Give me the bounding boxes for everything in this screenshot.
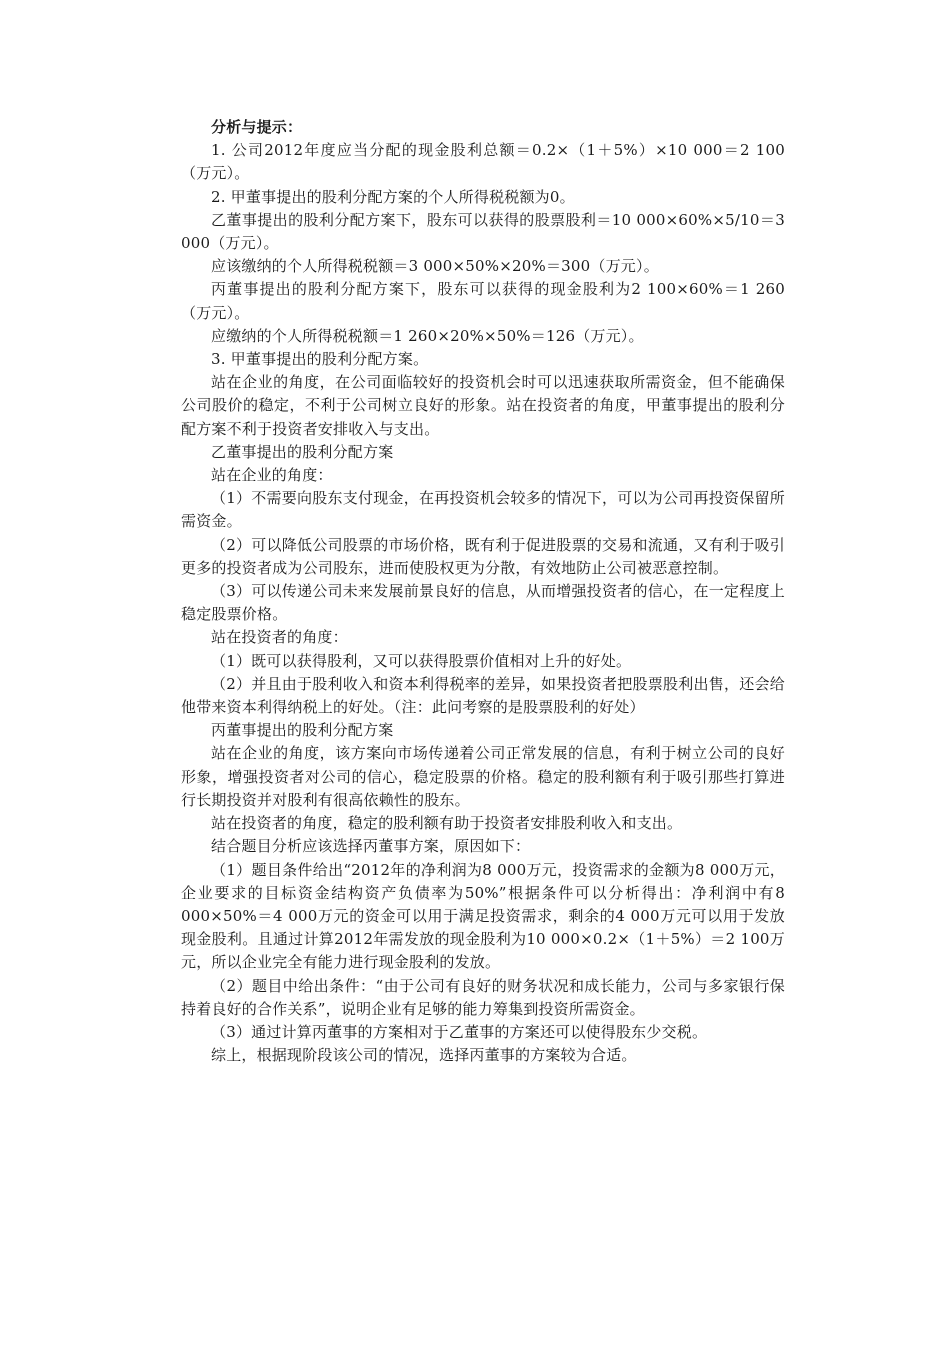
paragraph-4: 应该缴纳的个人所得税税额＝3 000×50%×20%＝300（万元）。 xyxy=(211,257,659,276)
paragraph-10: 站在企业的角度： xyxy=(211,466,333,485)
paragraph-8: 站在企业的角度，在公司面临较好的投资机会时可以迅速获取所需资金，但不能确保公司股价的稳定，不利于公司树立良好的形象。站在投资者的角度，甲董事提出的股利分配方案不利于投资者安排收入与支出。 xyxy=(181,373,785,438)
paragraph-3: 乙董事提出的股利分配方案下，股东可以获得的股票股利＝10 000×60%×5/10＝3 000（万元）。 xyxy=(181,210,785,253)
paragraph-21: （1）题目条件给出“2012年的净利润为8 000万元，投资需求的金额为8 000万元，企业要求的目标资金结构资产负债率为50%”根据条件可以分析得出：净利润中有8 000×50%＝4 000万元的资金可以用于满足投资需求，剩余的4 000万元可以用于发放现金股利。且通过计算2012年需发放的现金股利为10 000×0.2×（1＋5%）＝2 100万元，所以企业完全有能力进行现金股利的发放。 xyxy=(181,860,785,972)
paragraph-14: 站在投资者的角度： xyxy=(211,628,348,647)
paragraph-18: 站在企业的角度，该方案向市场传递着公司正常发展的信息，有利于树立公司的良好形象，增强投资者对公司的信心，稳定股票的价格。稳定的股利额有利于吸引那些打算进行长期投资并对股利有很高依赖性的股东。 xyxy=(181,744,785,809)
paragraph-23: （3）通过计算丙董事的方案相对于乙董事的方案还可以使得股东少交税。 xyxy=(211,1022,708,1041)
paragraph-24: 综上，根据现阶段该公司的情况，选择丙董事的方案较为合适。 xyxy=(211,1046,637,1065)
paragraph-9: 乙董事提出的股利分配方案 xyxy=(211,442,394,461)
paragraph-19: 站在投资者的角度，稳定的股利额有助于投资者安排股利收入和支出。 xyxy=(211,814,683,833)
paragraph-6: 应缴纳的个人所得税税额＝1 260×20%×50%＝126（万元）。 xyxy=(211,326,644,345)
paragraph-22: （2）题目中给出条件：“由于公司有良好的财务状况和成长能力，公司与多家银行保持着良好的合作关系”，说明企业有足够的能力筹集到投资所需资金。 xyxy=(181,976,785,1018)
paragraph-7: 3. 甲董事提出的股利分配方案。 xyxy=(211,350,429,369)
document-page xyxy=(181,116,785,1067)
paragraph-12: （2）可以降低公司股票的市场价格，既有利于促进股票的交易和流通，又有利于吸引更多的投资者成为公司股东，进而使股权更为分散，有效地防止公司被恶意控制。 xyxy=(181,535,785,577)
paragraph-1: 1. 公司2012年度应当分配的现金股利总额＝0.2×（1＋5%）×10 000＝2 100（万元）。 xyxy=(181,141,785,183)
paragraph-20: 结合题目分析应该选择丙董事方案，原因如下： xyxy=(211,837,531,856)
paragraph-17: 丙董事提出的股利分配方案 xyxy=(211,721,394,740)
section-heading: 分析与提示： xyxy=(211,118,303,136)
paragraph-5: 丙董事提出的股利分配方案下，股东可以获得的现金股利为2 100×60%＝1 260（万元）。 xyxy=(181,280,785,322)
paragraph-11: （1）不需要向股东支付现金，在再投资机会较多的情况下，可以为公司再投资保留所需资金。 xyxy=(181,489,785,531)
paragraph-15: （1）既可以获得股利，又可以获得股票价值相对上升的好处。 xyxy=(211,651,632,670)
paragraph-16: （2）并且由于股利收入和资本利得税率的差异，如果投资者把股票股利出售，还会给他带来资本利得纳税上的好处。（注：此问考察的是股票股利的好处） xyxy=(181,674,785,717)
paragraph-2: 2. 甲董事提出的股利分配方案的个人所得税税额为0。 xyxy=(211,187,575,206)
paragraph-13: （3）可以传递公司未来发展前景良好的信息，从而增强投资者的信心，在一定程度上稳定股票价格。 xyxy=(181,582,785,624)
